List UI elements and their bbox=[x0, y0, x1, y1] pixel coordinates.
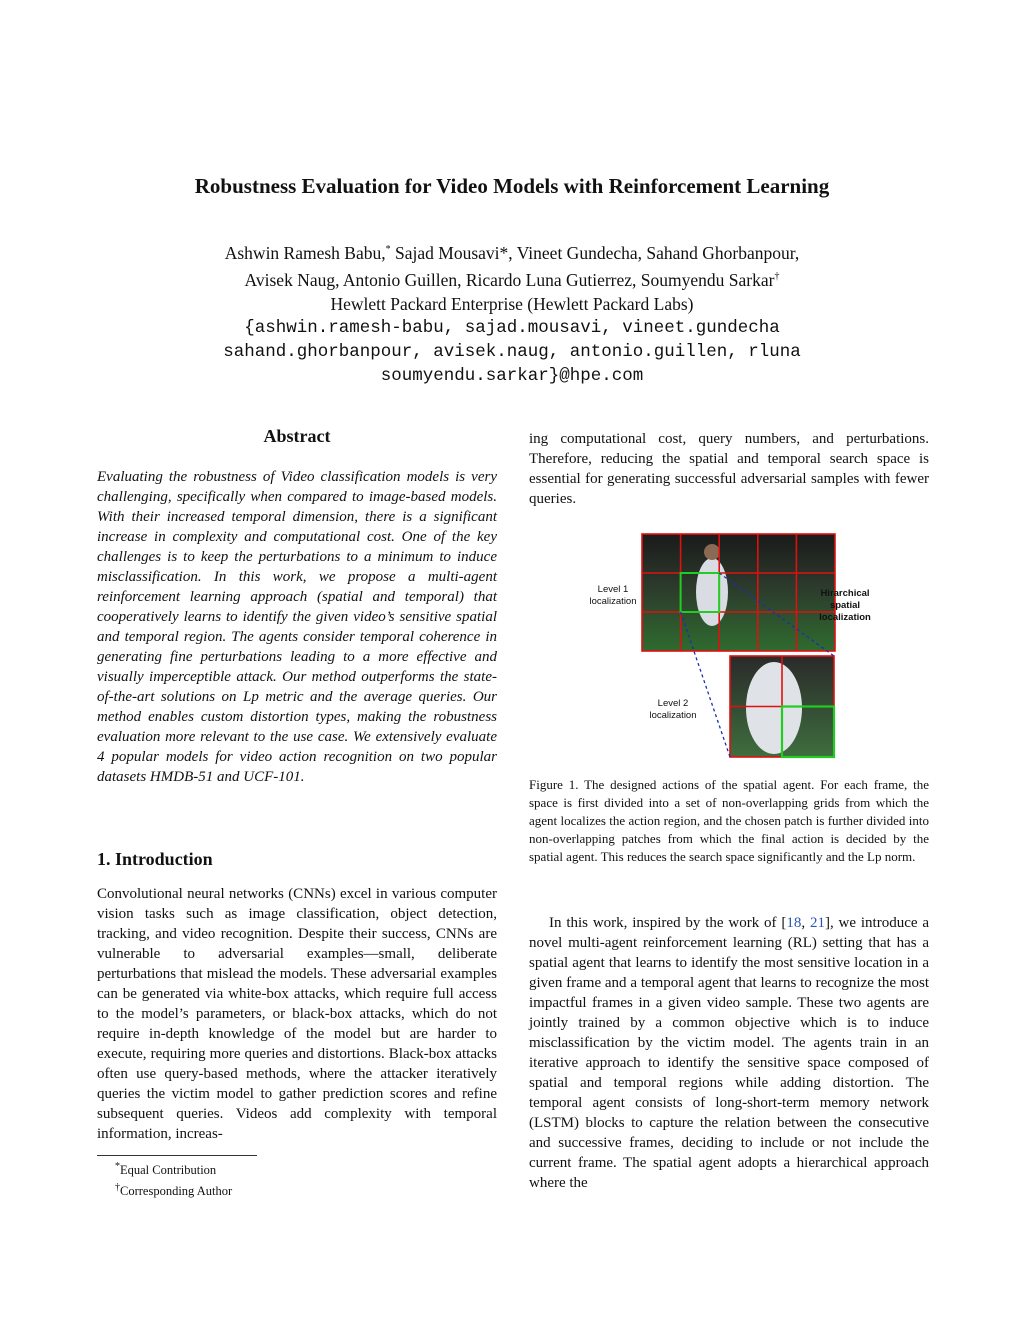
email-line-1: {ashwin.ramesh-babu, sajad.mousavi, vineet.gundecha bbox=[244, 317, 780, 338]
abstract-text: Evaluating the robustness of Video classification models is very challenging, specifically when compared to image-based models. With their increased temporal dimension, there is a significant increase in complexity and computational cost. One of the key challenges is to keep the perturbations to a minimum to induce misclassification. In this work, we propose a multi-agent reinforcement learning approach (spatial and temporal) that cooperatively learns to identify the given video’s sensitive spatial and temporal region. The agents consider temporal coherence in generating fine perturbations leading to a more effective and visually imperceptible attack. Our method outperforms the state-of-the-art solutions on Lp metric and the average queries. Our method enables custom distortion types, making the robustness evaluation more relevant to the use case. We extensively evaluate 4 popular models for video action recognition on two popular datasets HMDB-51 and UCF-101. bbox=[97, 469, 497, 785]
author-mark: * bbox=[385, 244, 391, 255]
citation-separator: , bbox=[801, 915, 810, 931]
intro-continued: ing computational cost, query numbers, and perturbations. Therefore, reducing the spatial and temporal search space is essential for generating successful adversarial samples with fewer queries. bbox=[529, 431, 929, 507]
figure-1 bbox=[560, 530, 900, 770]
author-line-2 bbox=[0, 265, 1024, 292]
intro-heading: 1. Introduction bbox=[97, 849, 213, 869]
intro-paragraph-2 bbox=[529, 913, 929, 1193]
citation-link[interactable]: 18 bbox=[786, 915, 802, 931]
affiliation: Hewlett Packard Enterprise (Hewlett Packard Labs) bbox=[330, 293, 694, 314]
figure-1-graphic bbox=[560, 530, 900, 770]
abstract-heading: Abstract bbox=[263, 426, 331, 446]
author-mark: † bbox=[774, 270, 780, 282]
author-text: Ashwin Ramesh Babu, bbox=[224, 242, 386, 263]
footnote-1 bbox=[115, 1158, 232, 1179]
level1-label: Level 1 localization bbox=[589, 584, 637, 607]
email-line-3: soumyendu.sarkar}@hpe.com bbox=[380, 365, 644, 386]
author-block bbox=[0, 238, 1024, 388]
footnote-rule bbox=[97, 1155, 257, 1156]
email-line-2: sahand.ghorbanpour, avisek.naug, antonio.guillen, rluna bbox=[223, 341, 801, 362]
footnote-2 bbox=[115, 1179, 232, 1200]
footnote-mark: * bbox=[115, 1161, 120, 1172]
author-line-1 bbox=[0, 238, 1024, 265]
level2-label: Level 2 localization bbox=[649, 698, 697, 721]
author-text-rest: Sajad Mousavi*, Vineet Gundecha, Sahand Ghorbanpour, bbox=[390, 242, 800, 263]
player-figure bbox=[696, 558, 728, 626]
player-head bbox=[704, 544, 720, 560]
footnote-mark: † bbox=[115, 1182, 120, 1194]
citation-link[interactable]: 21 bbox=[809, 915, 825, 931]
zoom-player-figure bbox=[746, 662, 802, 754]
paper-title: Robustness Evaluation for Video Models with Reinforcement Learning bbox=[194, 174, 830, 198]
footnote-text: Equal Contribution bbox=[120, 1163, 217, 1178]
hierarchical-label: Hirarchical spatial localization bbox=[819, 588, 871, 623]
footnote-text: Corresponding Author bbox=[120, 1184, 233, 1199]
para-text: In this work, inspired by the work of [ bbox=[549, 915, 787, 931]
para-text-rest: ], we introduce a novel multi-agent reinforcement learning (RL) setting that has a spatial agent that learns to identify the most sensitive location in a given frame and a temporal agent that learns to recognize the most impactful frames in a given video sample. These two agents are jointly trained by a common objective which is to induce misclassification by the victim model. The agents train in an iterative approach to identify the sensitive space composed of spatial and temporal regions while adding distortion. The temporal agent consists of long-short-term memory network (LSTM) blocks to capture the relation between the consecutive and successive frames, deciding to include or not include the current frame. The spatial agent adopts a hierarchical approach where the bbox=[529, 915, 930, 1191]
figure-1-caption: Figure 1. The designed actions of the spatial agent. For each frame, the space is first divided into a set of non-overlapping grids from which the agent localizes the action region, and the chosen patch is further divided into non-overlapping patches from which the final action is decided by the spatial agent. This reduces the search space significantly and the Lp norm. bbox=[529, 777, 929, 864]
author-text: Avisek Naug, Antonio Guillen, Ricardo Luna Gutierrez, Soumyendu Sarkar bbox=[244, 269, 775, 290]
intro-text: Convolutional neural networks (CNNs) excel in various computer vision tasks such as image classification, object detection, tracking, and video recognition. Despite their success, CNNs are vulnerable to adversarial examples—small, deliberate perturbations that mislead the models. These adversarial examples can be generated via white-box attacks, which require full access to the model’s parameters, or black-box attacks, which do not require in-depth knowledge of the model but are harder to execute, requiring more queries and distortions. Black-box attacks often use query-based methods, where the attacker iteratively queries the victim model to gather prediction scores and refine subsequent queries. Videos add complexity with temporal information, increas- bbox=[97, 886, 497, 1142]
frame-image bbox=[642, 534, 835, 651]
footnotes bbox=[115, 1158, 232, 1200]
